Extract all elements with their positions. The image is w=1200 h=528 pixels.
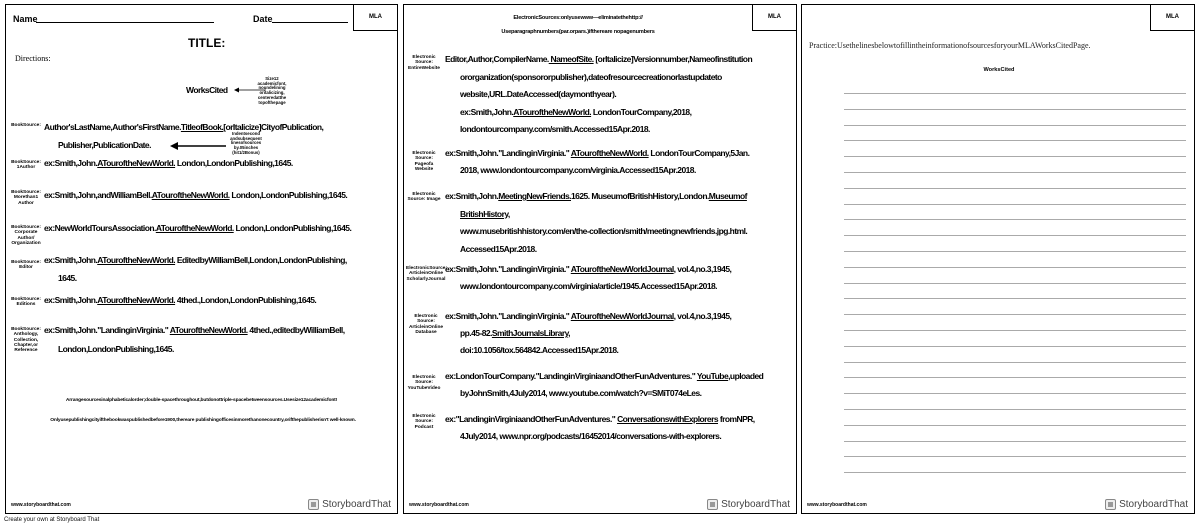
underlined-title: Museumof	[708, 191, 747, 201]
citation-line	[445, 54, 752, 64]
underlined-title: MeetingNewFriends.	[498, 191, 571, 201]
citation-text: ororganization(sponsororpublisher),dateofresourcecreationorlastupdateto	[460, 71, 722, 82]
writing-line[interactable]	[844, 93, 1186, 94]
source-type-label: Electronic Source: Podcast	[412, 414, 436, 430]
writing-line[interactable]	[844, 456, 1186, 457]
publishing-city-note: Onlyusepublishingcityifthebookwaspublishedbefore1900,thereare publishingofficesinmorethanonecountry,orifthepublisherisn't well-known.	[50, 418, 356, 423]
mla-badge: MLA	[1150, 5, 1194, 31]
citation-line	[460, 124, 650, 134]
underlined-title: TitleofBook.	[180, 122, 224, 132]
citation-line	[460, 345, 618, 355]
panel-practice	[801, 4, 1195, 514]
source-type-label: Electronic Source: ArticleinOnline Database	[408, 314, 444, 335]
underlined-title: ATouroftheNewWorld.	[97, 255, 176, 265]
citation-line	[44, 325, 345, 335]
source-type-label: Electronic Source: YouTubeVideo	[407, 375, 441, 391]
name-label: Name	[13, 14, 38, 24]
citation-line	[460, 244, 537, 254]
source-type-label: BookSource:	[11, 123, 41, 128]
citation-text: ex:LondonTourCompany."LandinginVirginiaandOtherFunAdventures."	[445, 371, 697, 381]
citation-text: ex:NewWorldToursAssociation.	[44, 223, 156, 233]
writing-line[interactable]	[844, 298, 1186, 299]
source-type-label: Electronic Source: Pageofa Website	[412, 151, 436, 172]
source-type-label: ElectronicSource: ArticleinOnline ScholarlyJournal	[406, 266, 448, 282]
citation-line	[460, 431, 721, 441]
citation-line	[460, 72, 722, 82]
works-cited-heading: WorksCited	[186, 85, 228, 95]
works-cited-heading: WorksCited	[983, 67, 1015, 73]
citation-line	[445, 414, 755, 424]
citation-line	[460, 328, 570, 338]
citation-text: LondonTourCompany,5Jan.	[648, 148, 750, 158]
citation-text: Publisher,PublicationDate.	[58, 140, 151, 150]
citation-text: www.musebritishhistory.com/en/the-collection/smith/meetingnewfriends.jpg.html.	[460, 226, 748, 236]
citation-text: London,LondonPublishing,1645.	[58, 344, 174, 354]
citation-text: 2018, www.londontourcompany.com/virginia.Accessed15Apr.2018.	[460, 165, 696, 175]
arrow-left-icon	[170, 141, 226, 151]
writing-line[interactable]	[844, 346, 1186, 347]
note-size: Size12 academicfont, noundelining oritalicizing, centeredatthe topofthepage	[257, 76, 287, 105]
citation-text: ex:Smith,John."LandinginVirginia."	[445, 264, 571, 274]
writing-line[interactable]	[844, 156, 1186, 157]
citation-text: 1625. MuseumofBritishHistory,London.	[571, 191, 709, 201]
logo-text: StoryboardThat	[322, 499, 391, 510]
source-type-label: BookSource: Editor	[11, 260, 41, 271]
writing-line[interactable]	[844, 172, 1186, 173]
storyboardthat-logo[interactable]	[1105, 499, 1188, 510]
source-type-label: BookSource: Editions	[11, 297, 41, 308]
footer-url[interactable]: www.storyboardthat.com	[409, 502, 469, 508]
citation-text: londontourcompany.com/smith.Accessed15Apr.2018.	[460, 124, 650, 134]
citation-line	[460, 388, 701, 398]
citation-line	[445, 371, 763, 381]
underlined-title: NameofSite.	[548, 54, 594, 64]
citation-text: ex:Smith,John.	[44, 255, 98, 265]
citation-text: ex:Smith,John.	[460, 106, 514, 117]
writing-line[interactable]	[844, 267, 1186, 268]
citation-text: ex:Smith,John,andWilliamBell.	[44, 190, 152, 200]
citation-line	[58, 344, 174, 354]
practice-instructions: Practice:UsethelinesbelowtofillintheinformationofsourcesforyourMLAWorksCitedPage.	[809, 41, 1091, 50]
writing-line[interactable]	[844, 140, 1186, 141]
citation-text: , vol.4,no.3,1945,	[673, 264, 732, 274]
writing-line[interactable]	[844, 472, 1186, 473]
writing-line[interactable]	[844, 251, 1186, 252]
footer-caption: Create your own at Storyboard That	[4, 517, 100, 523]
directions-label: Directions:	[15, 54, 51, 63]
citation-line	[44, 255, 347, 265]
citation-line	[460, 281, 717, 291]
writing-line[interactable]	[844, 125, 1186, 126]
writing-line[interactable]	[844, 409, 1186, 410]
writing-line[interactable]	[844, 377, 1186, 378]
citation-text: ex:"LandinginVirginiaandOtherFunAdventures."	[445, 414, 618, 424]
source-type-label: Electronic Source: EntireWebsite	[408, 55, 440, 71]
underlined-title: YouTube	[696, 371, 729, 381]
writing-line[interactable]	[844, 393, 1186, 394]
underlined-title: ATouroftheNewWorld.	[155, 223, 234, 233]
date-line[interactable]	[272, 22, 348, 23]
citation-text: 4July2014, www.npr.org/podcasts/16452014/conversations-with-explorers.	[460, 431, 722, 441]
writing-line[interactable]	[844, 425, 1186, 426]
underlined-title: ATouroftheNewWorld.	[97, 295, 176, 305]
underlined-title: SmithJournalsLibrary	[491, 328, 569, 338]
citation-line	[44, 122, 323, 132]
citation-line	[445, 191, 747, 201]
underlined-title: ATouroftheNewWorld.	[570, 148, 649, 158]
underlined-title: ATouroftheNewWorld.	[513, 106, 592, 117]
panel-book-sources	[5, 4, 398, 514]
page-title: TITLE:	[188, 36, 226, 50]
citation-text: ex:Smith,John.	[44, 158, 98, 168]
logo-text: StoryboardThat	[1119, 499, 1188, 510]
citation-line	[445, 311, 731, 321]
mla-badge: MLA	[353, 5, 397, 31]
note-indent: Indentsecond andsubsequent linesofsources by.05inches (hit1/2Bonus)	[230, 131, 262, 155]
writing-line[interactable]	[844, 219, 1186, 220]
citation-text: 1645.	[58, 273, 77, 283]
citation-text: byJohnSmith,4July2014, www.youtube.com/watch?v=SMiT074eLes.	[460, 388, 702, 398]
citation-text: 4thed.,editedbyWilliamBell,	[247, 325, 345, 335]
storyboard-logo-icon	[1105, 499, 1116, 510]
citation-text: ,	[507, 208, 510, 219]
citation-text: website,URL.DateAccessed(daymonthyear).	[460, 89, 617, 99]
panel-electronic-sources	[403, 4, 797, 514]
writing-line[interactable]	[844, 204, 1186, 205]
source-type-label: BookSource: Morethan1 Author	[11, 190, 41, 206]
arrange-note: Arrangesourcesinalphabeticalorder;double-spacethroughout,butdonottriple-spacebetweensources.Usesize12academicfont!	[65, 398, 338, 403]
citation-line	[445, 148, 749, 158]
citation-text: [orItalicize]Versionnumber,Nameofinstitution	[593, 54, 753, 64]
citation-line	[44, 190, 347, 200]
citation-text: ex:Smith,John."LandinginVirginia."	[445, 311, 571, 321]
citation-text: doi:10.1056/tox.564842.Accessed15Apr.2018.	[460, 345, 619, 355]
underlined-title: ATouroftheNewWorldJournal	[570, 311, 674, 321]
citation-line	[44, 158, 293, 168]
citation-text: ,uploaded	[728, 371, 764, 381]
citation-line	[44, 295, 316, 305]
storyboard-logo-icon	[707, 499, 718, 510]
citation-text: ex:Smith,John."LandinginVirginia."	[445, 148, 571, 158]
citation-line	[44, 223, 351, 233]
citation-line	[460, 226, 747, 236]
citation-text: pp.45-82.	[460, 328, 492, 338]
citation-text: Author'sLastName,Author'sFirstName.	[44, 122, 181, 132]
mla-badge: MLA	[752, 5, 796, 31]
writing-line[interactable]	[844, 314, 1186, 315]
writing-line[interactable]	[844, 283, 1186, 284]
citation-text: London,LondonPublishing,1645.	[175, 158, 293, 168]
writing-line[interactable]	[844, 109, 1186, 110]
citation-text: ex:Smith,John.	[445, 191, 499, 201]
citation-text: , vol.4,no.3,1945,	[673, 311, 732, 321]
date-label: Date	[253, 14, 273, 24]
source-type-label: BookSource: 1Author	[11, 160, 41, 171]
citation-text: London,LondonPublishing,1645.	[229, 190, 348, 200]
citation-text: 4thed.,London,LondonPublishing,1645.	[175, 295, 317, 305]
writing-line[interactable]	[844, 235, 1186, 236]
underlined-title: ConversationswithExplorers	[617, 414, 719, 424]
citation-text: ,	[568, 328, 570, 338]
citation-line	[445, 264, 731, 274]
citation-text: www.londontourcompany.com/virginia/article/1945.Accessed15Apr.2018.	[460, 281, 717, 291]
storyboardthat-logo[interactable]	[308, 499, 391, 510]
citation-text: [orItalicize]CityofPublication,	[223, 122, 324, 132]
underlined-title: ATouroftheNewWorld.	[97, 158, 176, 168]
name-line[interactable]	[36, 22, 214, 23]
source-type-label: BookSource: Corporate Author/ Organization	[11, 225, 41, 246]
citation-text: EditedbyWilliamBell,London,LondonPublishing,	[175, 255, 347, 265]
footer-url[interactable]: www.storyboardthat.com	[807, 502, 867, 508]
citation-text: ex:Smith,John."LandinginVirginia."	[44, 325, 170, 335]
citation-line	[58, 140, 151, 150]
citation-text: ex:Smith,John.	[44, 295, 98, 305]
citation-line	[460, 165, 696, 175]
citation-text: London,LondonPublishing,1645.	[233, 223, 352, 233]
source-type-label: Electronic Source: Image	[407, 192, 441, 203]
storyboardthat-logo[interactable]	[707, 499, 790, 510]
underlined-title: ATouroftheNewWorld.	[151, 190, 230, 200]
citation-line	[58, 273, 77, 283]
underlined-title: ATouroftheNewWorld.	[169, 325, 248, 335]
paragraph-number-note: Useparagraphnumbers(par.orpars.)ifthereare nopagenumbers	[501, 29, 655, 35]
underlined-title: BritishHistory	[460, 208, 508, 219]
citation-line	[460, 209, 510, 219]
writing-line[interactable]	[844, 441, 1186, 442]
logo-text: StoryboardThat	[721, 499, 790, 510]
electronic-heading: ElectronicSources:onlyusewww—eliminatethehttp://	[513, 15, 643, 21]
writing-line[interactable]	[844, 330, 1186, 331]
citation-text: fromNPR,	[718, 414, 755, 424]
footer-url[interactable]: www.storyboardthat.com	[11, 502, 71, 508]
citation-line	[460, 89, 616, 99]
writing-line[interactable]	[844, 188, 1186, 189]
citation-text: Accessed15Apr.2018.	[460, 243, 537, 254]
writing-line[interactable]	[844, 362, 1186, 363]
storyboard-logo-icon	[308, 499, 319, 510]
citation-text: Editor,Author,CompilerName.	[445, 54, 549, 64]
underlined-title: ATouroftheNewWorldJournal	[570, 264, 674, 274]
source-type-label: BookSource: Anthology, Collection, Chapter,or Reference	[11, 327, 41, 354]
citation-text: LondonTourCompany,2018,	[591, 106, 692, 117]
citation-line	[460, 107, 691, 117]
